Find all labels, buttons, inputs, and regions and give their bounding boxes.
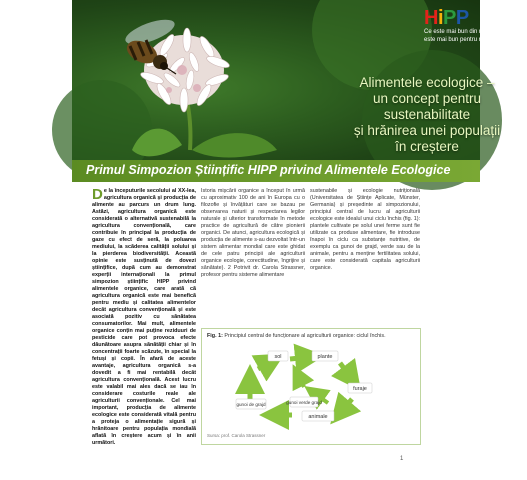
node-furaje: furaje bbox=[353, 386, 367, 392]
hero-image bbox=[72, 0, 501, 160]
clover-flower bbox=[139, 28, 230, 112]
hipp-logo bbox=[424, 8, 524, 48]
node-animale: animale bbox=[308, 414, 328, 420]
section-title-band bbox=[72, 160, 480, 182]
paragraph-text: sustenabile și ecologie nutrițională (Universitatea de Științe Aplicate, Münster, Germania) și președinte al simpozionului, principiul central de lucru al agriculturii ecologice este idealul unui ciclu închis (fig. 1): plantele cultivate pe solul unei ferme sunt fie utilizate ca produse alimentare, fie introduse înapoi în ciclu ca substanțe nutritive, de exemplu ca gunoi de grajd, verde sau de la animale, pentru a menține fertilitatea solului, care este considerată capitala agriculturii organice. bbox=[310, 188, 420, 271]
cycle-arrow bbox=[258, 361, 272, 369]
paragraph-text: e la începuturile secolului al XX-lea, agricultura organică și producția de alimente au parcurs un drum lung. Astăzi, agricultura organică este considerată o alternativă sustenabilă la agricultura convențională, care contribuie în principal la producția de gaze cu efect de seră, la poluarea mediului, la scăderea calității solului și la pierderea biodiversității. Această opinie este susținută de dovezi științifice, după cum au demonstrat experții internaționali la primul simpozion științific HIPP privind alimentele organice, care arată că agricultura organică este mai benefică pentru mediu și calitatea alimentelor decât agricultura convențională și este asociată pozitiv cu sănătatea consumatorilor. Mai mult, alimentele organice conțin mai puține reziduuri de pesticide care pot provoca efecte dăunătoare asupra sănătății chiar și în concentrații foarte scăzute, în special la fetuși și copii. În afară de aceste avantaje, agricultura organică s-a dovedit a fi mai rentabilă decât agricultura convențională. Acest lucru este valabil mai ales dacă se iau în considerare costurile reale ale agriculturii convenționale. Cel mai important, producția de alimente ecologice este considerată vitală pentru a proteja o alimentație sigură și hrănitoare pentru populația mondială aflată în creștere acum și în anii următori. bbox=[92, 188, 196, 446]
cycle-arrow-inner bbox=[298, 375, 304, 387]
node-plante: plante bbox=[317, 354, 333, 360]
figure-1 bbox=[201, 328, 421, 445]
node-sol: sol bbox=[274, 354, 282, 360]
headline-line: în creștere bbox=[395, 139, 459, 154]
logo-mark: HiPP bbox=[424, 7, 469, 29]
figure-label: Fig. 1: bbox=[207, 333, 223, 339]
drop-cap: D bbox=[92, 186, 103, 203]
headline-line: un concept pentru bbox=[372, 91, 482, 106]
headline-line: și hrănirea unei populații bbox=[353, 123, 501, 138]
body-column-1 bbox=[92, 188, 196, 447]
figure-source: Sursa: prof. Carola Strassner bbox=[207, 433, 266, 438]
cycle-arrow bbox=[290, 357, 310, 359]
node-gunoi-de-grajd: gunoi de grajd bbox=[236, 402, 266, 407]
cycle-arrow bbox=[340, 399, 352, 413]
cycle-arrow bbox=[340, 363, 352, 379]
logo-tagline-2: este mai bun pentru natură. bbox=[424, 37, 498, 43]
body-column-2 bbox=[201, 188, 305, 279]
hero-headline bbox=[327, 75, 527, 155]
figure-title: Principiul central de funcționare al agriculturii organice: ciclul închis. bbox=[224, 333, 386, 339]
body-column-3 bbox=[310, 188, 420, 272]
headline-line: Alimentele ecologice – bbox=[359, 75, 495, 90]
logo-tagline-1: Ce este mai bun din natură, bbox=[424, 29, 498, 35]
paragraph-text: Istoria mișcării organice a început în urmă cu aproximativ 100 de ani în Europa cu o filozofie și învățături care se bazau pe observarea naturii și respectarea legilor naturale și ulterior transformate în metode practice de agricultură de către pionierii organici. De atunci, agricultura ecologică și producția de alimente s-au dezvoltat într-un sistem alimentar mondial care este ghidat de cele patru principii ale agriculturii organice ecologie, corectitudine, îngrijire și sănătate). 2 Potrivit dr. Carola Strassner, profesor pentru sisteme alimentare bbox=[201, 188, 305, 278]
section-title: Primul Simpozion Științific HIPP privind Alimentele Ecologice bbox=[86, 163, 451, 177]
figure-caption bbox=[207, 333, 386, 339]
headline-line: sustenabilitate bbox=[383, 107, 471, 122]
cycle-diagram bbox=[202, 341, 420, 433]
node-gunoi-verde-grajd: gunoi verde grajd bbox=[286, 400, 322, 405]
page-number: 1 bbox=[400, 456, 404, 462]
